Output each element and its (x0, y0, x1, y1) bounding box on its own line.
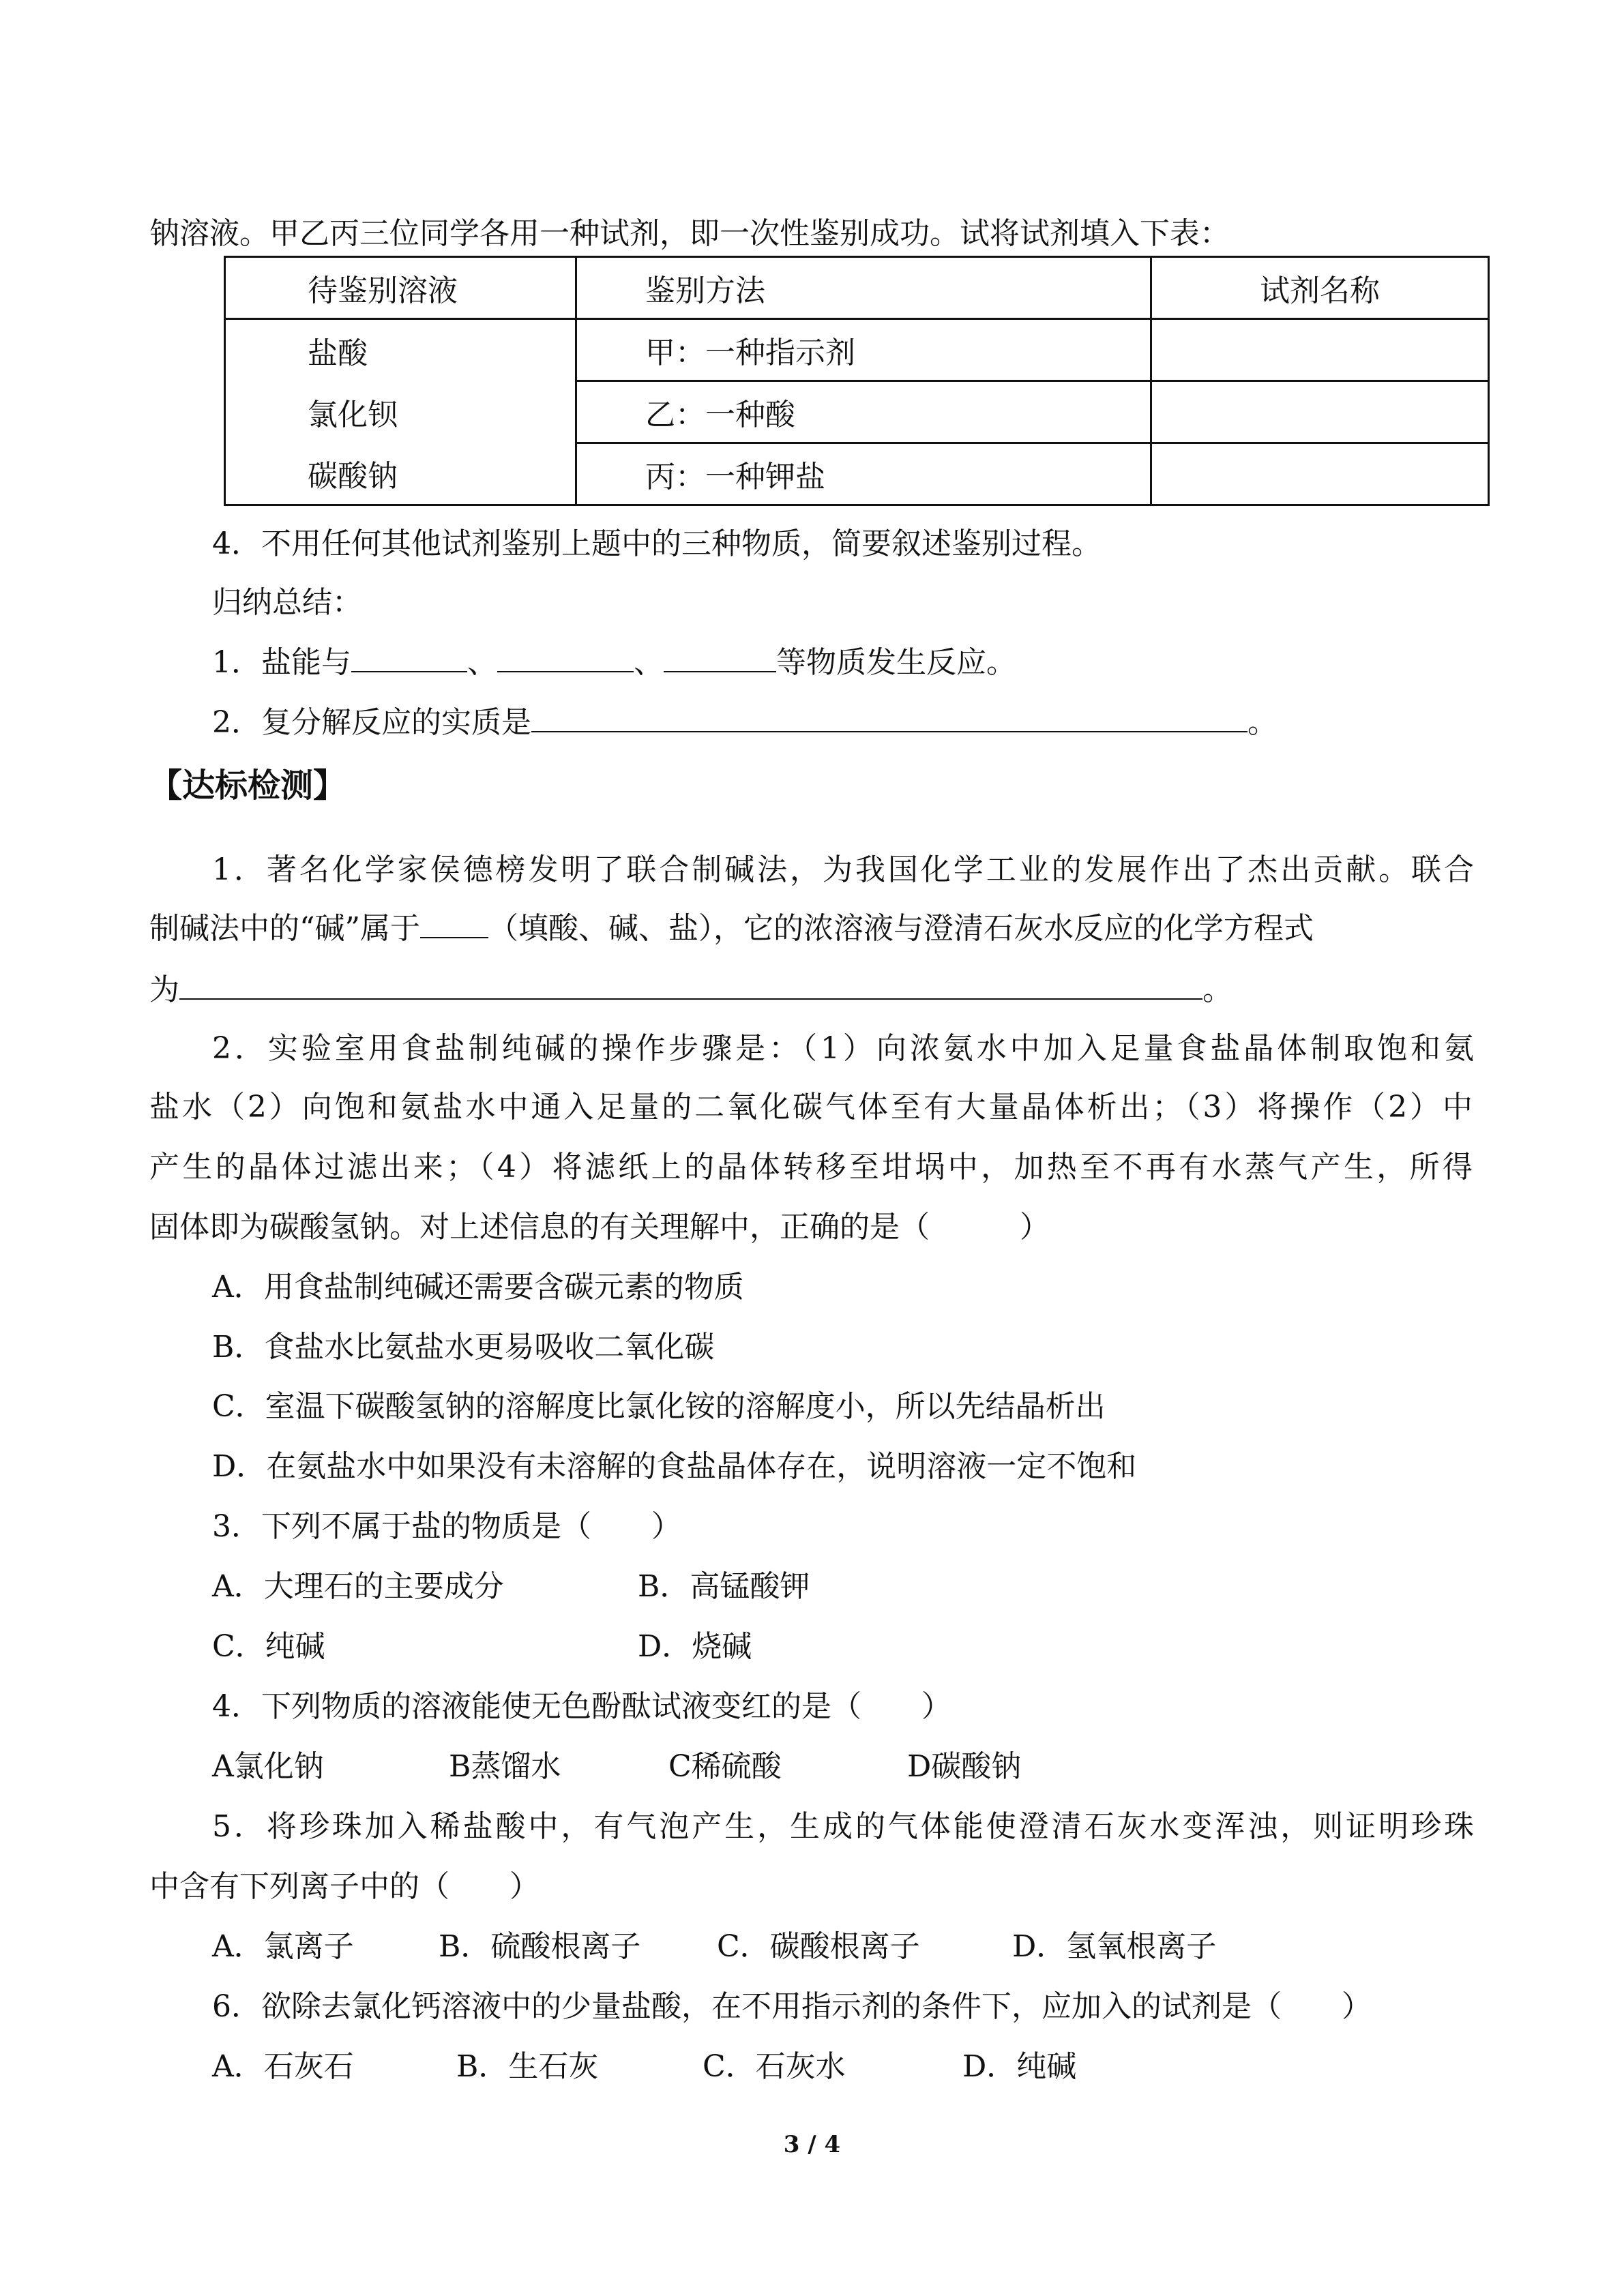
summary-2 (212, 704, 1278, 742)
test-2-line-4: 固体即为碳酸氢钠。对上述信息的有关理解中，正确的是（ ） (149, 1210, 1050, 1244)
summary-1-text: 1．盐能与 (212, 645, 351, 680)
reagent-answer-cell[interactable] (1151, 381, 1489, 443)
solution-cell: 氯化钡 (225, 381, 576, 443)
option-b[interactable]: B．高锰酸钾 (638, 1569, 810, 1604)
option-a[interactable]: A．石灰石 (212, 2049, 354, 2084)
summary-1-end: 等物质发生反应。 (776, 645, 1016, 680)
test-4-stem: 4．下列物质的溶液能使无色酚酞试液变红的是（ ） (212, 1689, 951, 1724)
reagent-table (224, 256, 1490, 506)
option-d[interactable]: D．烧碱 (638, 1629, 752, 1664)
text: 。 (1202, 972, 1232, 1007)
test-5-line-2: 中含有下列离子中的（ ） (149, 1869, 540, 1904)
test-5-line-1: 5．将珍珠加入稀盐酸中，有气泡产生，生成的气体能使澄清石灰水变浑浊，则证明珍珠 (212, 1809, 1474, 1844)
method-cell: 丙：一种钾盐 (576, 443, 1151, 505)
intro-line: 钠溶液。甲乙丙三位同学各用一种试剂，即一次性鉴别成功。试将试剂填入下表： (149, 216, 1230, 251)
option-d[interactable]: D．纯碱 (962, 2049, 1077, 2084)
option-c[interactable]: C．石灰水 (703, 2049, 846, 2084)
answer-blank[interactable] (351, 644, 467, 672)
reagent-answer-cell[interactable] (1151, 319, 1489, 381)
solution-cell: 碳酸钠 (225, 443, 576, 505)
test-3-stem: 3．下列不属于盐的物质是（ ） (212, 1509, 681, 1544)
option-a[interactable]: A．用食盐制纯碱还需要含碳元素的物质 (212, 1270, 744, 1304)
text: 制碱法中的“碱”属于 (149, 911, 420, 946)
option-b[interactable]: B．生石灰 (456, 2049, 599, 2084)
summary-2-end: 。 (1247, 705, 1278, 740)
option-a[interactable]: A．大理石的主要成分 (212, 1569, 504, 1604)
test-1-line-3 (149, 971, 1232, 1009)
option-b[interactable]: B蒸馏水 (449, 1749, 561, 1784)
header-cell: 试剂名称 (1151, 257, 1489, 319)
option-a[interactable]: A．氯离子 (212, 1929, 354, 1964)
separator: 、 (467, 645, 497, 680)
table-row (225, 319, 1489, 381)
option-d[interactable]: D碳酸钠 (907, 1749, 1022, 1784)
method-cell: 乙：一种酸 (576, 381, 1151, 443)
table-row (225, 443, 1489, 505)
test-1-line-1: 1．著名化学家侯德榜发明了联合制碱法，为我国化学工业的发展作出了杰出贡献。联合 (212, 852, 1474, 887)
table-header-row (225, 257, 1489, 319)
answer-blank[interactable] (497, 644, 634, 672)
solution-cell: 盐酸 (225, 319, 576, 381)
option-c[interactable]: C稀硫酸 (668, 1749, 782, 1784)
summary-2-text: 2．复分解反应的实质是 (212, 705, 531, 740)
summary-1 (212, 644, 1016, 682)
answer-blank[interactable] (664, 644, 776, 672)
table-row (225, 381, 1489, 443)
test-2-line-2: 盐水（2）向饱和氨盐水中通入足量的二氧化碳气体至有大量晶体析出；（3）将操作（2）中 (149, 1090, 1473, 1124)
reagent-answer-cell[interactable] (1151, 443, 1489, 505)
header-cell: 鉴别方法 (576, 257, 1151, 319)
test-1-line-2 (149, 910, 1314, 948)
question-4: 4．不用任何其他试剂鉴别上题中的三种物质，简要叙述鉴别过程。 (212, 526, 1102, 561)
option-c[interactable]: C．纯碱 (212, 1629, 325, 1664)
header-cell: 待鉴别溶液 (225, 257, 576, 319)
method-cell: 甲：一种指示剂 (576, 319, 1151, 381)
test-2-line-3: 产生的晶体过滤出来；（4）将滤纸上的晶体转移至坩埚中，加热至不再有水蒸气产生，所得 (149, 1150, 1473, 1184)
option-b[interactable]: B．食盐水比氨盐水更易吸收二氧化碳 (212, 1330, 715, 1365)
test-2-line-1: 2．实验室用食盐制纯碱的操作步骤是：（1）向浓氨水中加入足量食盐晶体制取饱和氨 (212, 1031, 1474, 1066)
option-a[interactable]: A氯化钠 (212, 1749, 324, 1784)
option-c[interactable]: C．室温下碳酸氢钠的溶解度比氯化铵的溶解度小，所以先结晶析出 (212, 1389, 1106, 1424)
section-title: 【达标检测】 (149, 766, 346, 805)
text: （填酸、碱、盐），它的浓溶液与澄清石灰水反应的化学方程式 (488, 911, 1314, 946)
test-6-stem: 6．欲除去氯化钙溶液中的少量盐酸，在不用指示剂的条件下，应加入的试剂是（ ） (212, 1989, 1372, 2024)
answer-blank[interactable] (179, 971, 1202, 1000)
answer-blank[interactable] (531, 704, 1247, 732)
text: 为 (149, 972, 179, 1007)
option-c[interactable]: C．碳酸根离子 (717, 1929, 920, 1964)
answer-blank[interactable] (420, 910, 488, 938)
summary-title: 归纳总结： (212, 585, 362, 620)
page-number: 3 / 4 (783, 2131, 841, 2158)
option-d[interactable]: D．在氨盐水中如果没有未溶解的食盐晶体存在，说明溶液一定不饱和 (212, 1449, 1137, 1484)
option-d[interactable]: D．氢氧根离子 (1012, 1929, 1217, 1964)
option-b[interactable]: B．硫酸根离子 (439, 1929, 641, 1964)
separator: 、 (634, 645, 664, 680)
